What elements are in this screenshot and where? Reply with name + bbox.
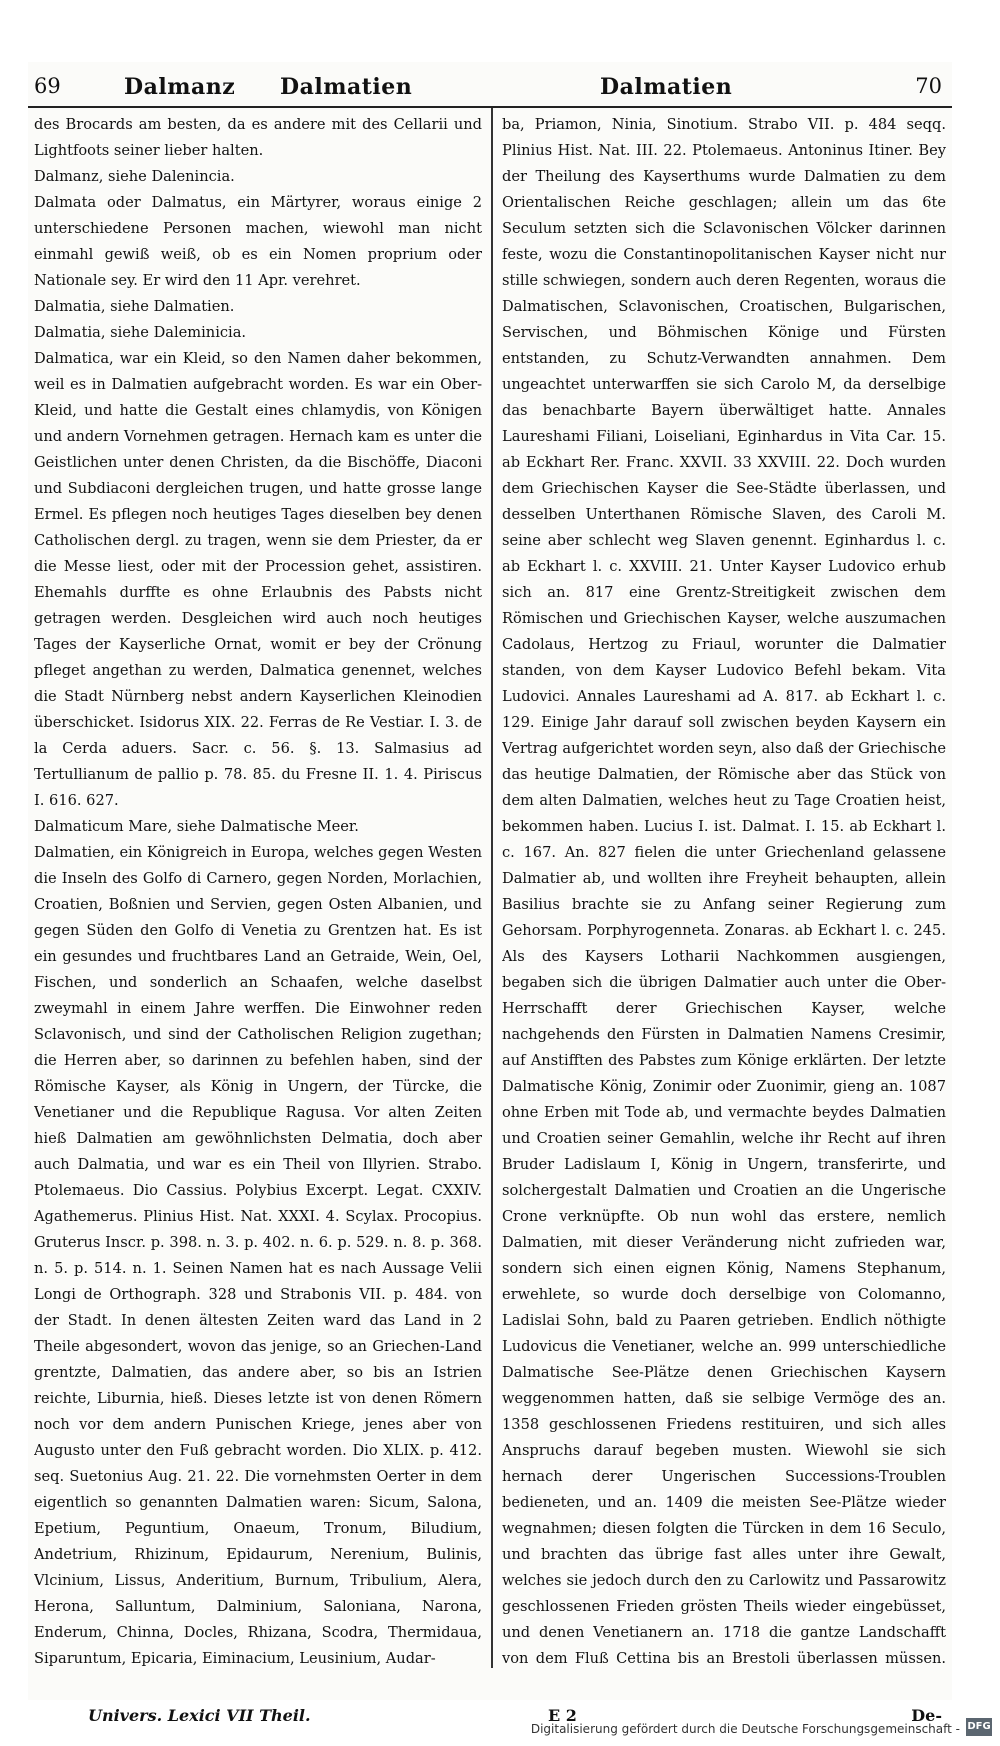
dfg-logo: DFG <box>966 1718 992 1736</box>
entry-dalmata: Dalmata oder Dalmatus, ein Märtyrer, woraus einige 2 unterschiedene Personen machen, wiewohl man nicht einmahl gewiß weiß, ob es ein Nomen proprium oder Nationale sey. Er wird den 11 Apr. verehret. <box>34 194 482 289</box>
entry-dalmatien-continued: ba, Priamon, Ninia, Sinotium. Strabo VII. p. 484 seqq. Plinius Hist. Nat. III. 22. Ptolemaeus. Antoninus Itiner. Bey der Theilung des Kayserthums wurde Dalmatien zu dem Orientalischen Reiche geschlagen; allein um das 6te Seculum setzten sich die Sclavonischen Völcker darinnen feste, wozu die Constantinopolitanischen Kayser nicht nur stille schwiegen, sondern auch deren Regenten, woraus die Dalmatischen, Sclavonischen, Croatischen, Bulgarischen, Servischen, und Böhmischen Könige und Fürsten entstanden, zu Schutz-Verwandten annahmen. Dem ungeachtet unterwarffen sie sich Carolo M, da derselbige das benachbarte Bayern überwältiget hatte. Annales Laureshami Filiani, Loiseliani, Eginhardus in Vita Car. 15. ab Eckhart Rer. Franc. XXVII. 33 XXVIII. 22. Doch wurden dem Griechischen Kayser die See-Städte überlassen, und desselben Unterthanen Römische Slaven, des Caroli M. seine aber schlecht weg Slaven genennt. Eginhardus l. c. ab Eckhart l. c. XXVIII. 21. Unter Kayser Ludovico erhub sich an. 817 eine Grentz-Streitigkeit zwischen dem Römischen und Griechischen Kayser, welche auszumachen Cadolaus, Hertzog zu Friaul, worunter die Dalmatier standen, von dem Kayser Ludovico Befehl bekam. Vita Ludovici. Annales Laureshami ad A. 817. ab Eckhart l. c. 129. Einige Jahr darauf soll zwischen beyden Kaysern ein Vertrag aufgerichtet worden seyn, also daß der Griechische das heutige Dalmatien, der Römische aber das Stück von dem alten Dalmatien, welches heut zu Tage Croatien heist, bekommen haben. Lucius I. ist. Dalmat. I. 15. ab Eckhart l. c. 167. An. 827 fielen die unter Griechenland gelassene Dalmatier ab, und wollten ihre Freyheit behaupten, allein Basilius brachte sie zu Anfang seiner Regierung zum Gehorsam. Porphyrogenneta. Zonaras. ab Eckhart l. c. 245. Als des Kaysers Lotharii Nachkommen ausgiengen, begaben sich die übrigen Dalmatier auch unter die Ober-Herrschafft derer Griechischen Kayser, welche nachgehends den Fürsten in Dalmatien Namens Cresimir, auf Anstifften des Pabstes zum Könige erklärten. Der letzte Dalmatische König, Zonimir oder Zuonimir, gieng an. 1087 ohne Erben mit Tode ab, und vermachte beydes Dalmatien und Croatien seiner Gemahlin, welche ihr Recht auf ihren Bruder Ladislaum I, König in Ungern, transferirte, und solchergestalt Dalmatien und Croatien an die Ungerische Crone verknüpfte. Ob nun wohl das erstere, nemlich Dalmatien, mit dieser Veränderung nicht zufrieden war, sondern sich einen eignen König, Namens Stephanum, erwehlete, so wurde doch derselbige von Colomanno, Ladislai Sohn, bald zu Paaren getrieben. Endlich nöthigte Ludovicus die Venetianer, welche an. 999 unterschiedliche Dalmatische See-Plätze denen Griechischen Kaysern weggenommen hatten, daß sie selbige Vermöge des an. 1358 geschlossenen Friedens restituiren, und sich alles Anspruchs darauf begeben musten. Wiewohl sie sich hernach derer Ungerischen Successions-Troublen bedieneten, und an. 1409 die meisten See-Plätze wieder wegnahmen; diesen folgten die Türcken in dem 16 Seculo, und brachten das übrige fast alles unter ihre Gewalt, welches sie jedoch durch den zu Carlowitz und Passarowitz geschlossenen Frieden grösten Theils wieder eingebüsset, und denen Venetianern an. 1718 die gantze Landschafft von dem Fluß Cettina bis an Brestoli überlassen müssen. <box>502 116 946 1667</box>
book-page <box>28 62 952 1725</box>
entry-dalmatien: Dalmatien, ein Königreich in Europa, welches gegen Westen die Inseln des Golfo di Carnero, gegen Norden, Morlachien, Croatien, Boßnien und Servien, gegen Osten Albanien, und gegen Süden den Golfo di Venetia zu Grentzen hat. Es ist ein gesundes und fruchtbares Land an Getraide, Wein, Oel, Fischen, und sonderlich an Schaafen, welche daselbst zweymahl in einem Jahre werffen. Die Einwohner reden Sclavonisch, und sind der Catholischen Religion zugethan; die Herren aber, so darinnen zu befehlen haben, sind der Römische Kayser, als König in Ungern, der Türcke, die Venetianer und die Republique Ragusa. Vor alten Zeiten hieß Dalmatien am gewöhnlichsten Delmatia, doch aber auch Dalmatia, und war es ein Theil von Illyrien. Strabo. Ptolemaeus. Dio Cassius. Polybius Excerpt. Legat. CXXIV. Agathemerus. Plinius Hist. Nat. XXXI. 4. Scylax. Procopius. Gruterus Inscr. p. 398. n. 3. p. 402. n. 6. p. 529. n. 8. p. 368. n. 5. p. 514. n. 1. Seinen Namen hat es nach Aussage Velii Longi de Orthograph. 328 und Strabonis VII. p. 484. von der Stadt. In denen ältesten Zeiten ward das Land in 2 Theile abgesondert, wovon das jenige, so an Griechen-Land grentzte, Dalmatien, das andere aber, so bis an Istrien reichte, Liburnia, hieß. Dieses letzte ist von denen Römern noch vor dem andern Punischen Kriege, jenes aber von Augusto unter den Fuß gebracht worden. Dio XLIX. p. 412. seq. Suetonius Aug. 21. 22. Die vornehmsten Oerter in dem eigentlich so genannten Dalmatien waren: Sicum, Salona, Epetium, Peguntium, Onaeum, Tronum, Biludium, Andetrium, Rhizinum, Epidaurum, Nerenium, Bulinis, Vlcinium, Lissus, Anderitium, Burnum, Tribulium, Alera, Herona, Salluntum, Dalminium, Saloniana, Narona, Enderum, Chinna, Docles, Rhizana, Scodra, Thermidaua, Siparuntum, Epicaria, Eiminacium, Leusinium, Audar- <box>34 844 482 1667</box>
signature-line: Univers. Lexici VII Theil. <box>88 1706 311 1725</box>
entry-dalmatia-1: Dalmatia, siehe Dalmatien. <box>34 298 235 315</box>
column-divider <box>491 108 493 1668</box>
headword-left-2: Dalmatien <box>280 74 413 100</box>
headword-right: Dalmatien <box>600 74 733 100</box>
entry-dalmanz: Dalmanz, siehe Dalenincia. <box>34 168 235 185</box>
entry-dalmaticum-mare: Dalmaticum Mare, siehe Dalmatische Meer. <box>34 818 359 835</box>
entry-dalmatica: Dalmatica, war ein Kleid, so den Namen daher bekommen, weil es in Dalmatien aufgebracht worden. Es war ein Ober-Kleid, und hatte die Gestalt eines chlamydis, von Königen und andern Vornehmen getragen. Hernach kam es unter die Geistlichen unter denen Christen, da die Bischöffe, Diaconi und Subdiaconi dergleichen trugen, und hatte grosse lange Ermel. Es pflegen noch heutiges Tages dieselben bey denen Catholischen dergl. zu tragen, wenn sie dem Priester, da er die Messe liest, oder mit der Procession gehet, assistiren. Ehemahls durffte es ohne Erlaubnis des Pabsts nicht getragen werden. Desgleichen wird auch noch heutiges Tages der Kayserliche Ornat, womit er bey der Crönung pfleget angethan zu werden, Dalmatica genennet, welches die Stadt Nürnberg nebst andern Kayserlichen Kleinodien überschicket. Isidorus XIX. 22. Ferras de Re Vestiar. I. 3. de la Cerda aduers. Sacr. c. 56. §. 13. Salmasius ad Tertullianum de pallio p. 78. 85. du Fresne II. 1. 4. Piriscus I. 616. 627. <box>34 350 482 809</box>
headword-left-1: Dalmanz <box>124 74 236 100</box>
digitization-credit: Digitalisierung gefördert durch die Deutsche Forschungsgemeinschaft - <box>530 1722 960 1736</box>
running-header <box>28 70 952 106</box>
left-column <box>34 112 482 1672</box>
right-column <box>502 112 946 1672</box>
catchword: De- <box>911 1706 942 1725</box>
header-rule <box>28 106 952 108</box>
signature-mark: E 2 <box>548 1706 577 1725</box>
page-number-left: 69 <box>34 74 61 98</box>
page-number-right: 70 <box>915 74 942 98</box>
entry-brocards: des Brocards am besten, da es andere mit des Cellarii und Lightfoots seiner lieber halten. <box>34 116 482 159</box>
entry-dalmatia-2: Dalmatia, siehe Daleminicia. <box>34 324 247 341</box>
